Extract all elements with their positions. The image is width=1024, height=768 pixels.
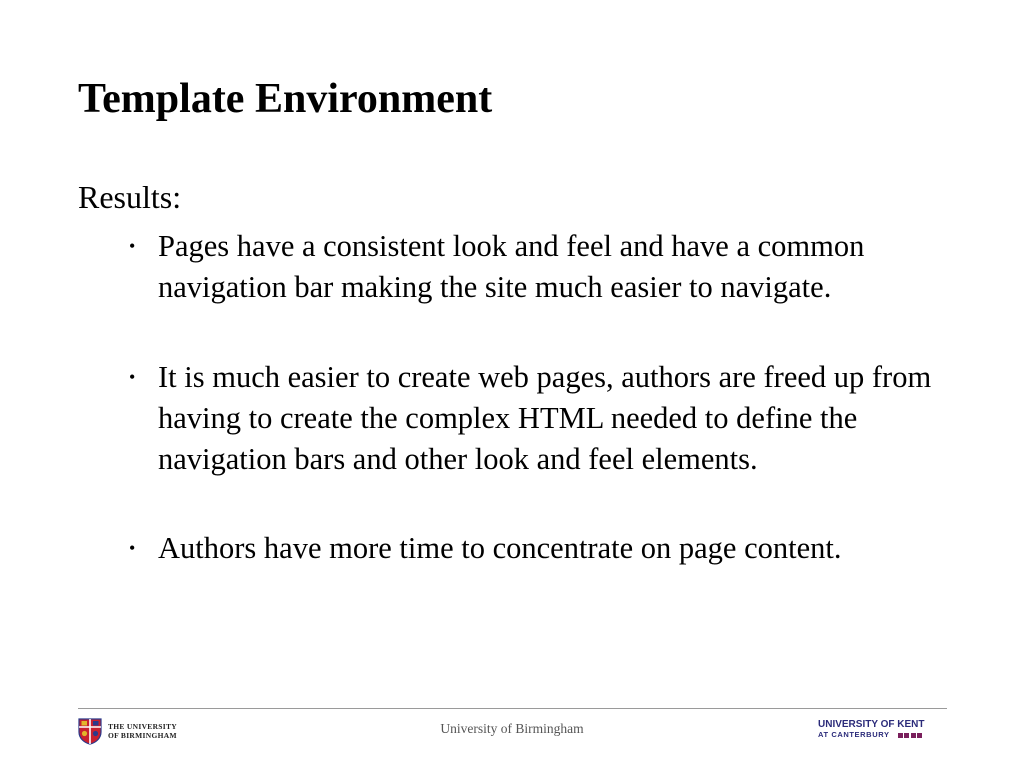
slide-title: Template Environment [78,76,493,122]
kent-square [898,733,903,738]
kent-square [917,733,922,738]
bullet-text: Authors have more time to concentrate on page content. [158,531,842,565]
birmingham-wordmark-line2: OF BIRMINGHAM [108,731,177,740]
kent-squares-icon [898,733,924,738]
kent-wordmark-line2-row [818,730,934,740]
footer-center-text: University of Birmingham [440,721,584,736]
bullet-icon: • [129,236,136,256]
bullet-icon: • [129,538,136,558]
footer-divider [78,708,947,709]
bullet-text: Pages have a consistent look and feel and have a common navigation bar making the site much easier to navigate. [158,229,865,304]
bullet-icon: • [129,367,136,387]
bullet-item [129,226,948,308]
birmingham-wordmark-line1: THE UNIVERSITY [108,722,178,731]
bullet-text: It is much easier to create web pages, authors are freed up from having to create the complex HTML needed to define the navigation bars and other look and feel elements. [158,360,932,476]
university-of-kent-logo [818,719,934,740]
kent-square [911,733,916,738]
results-label: Results: [78,179,182,215]
kent-wordmark-line2: AT CANTERBURY [818,730,890,739]
kent-wordmark-line1: UNIVERSITY OF KENT [818,719,925,730]
bullet-item [129,528,948,569]
kent-square [904,733,909,738]
bullet-item [129,357,948,480]
